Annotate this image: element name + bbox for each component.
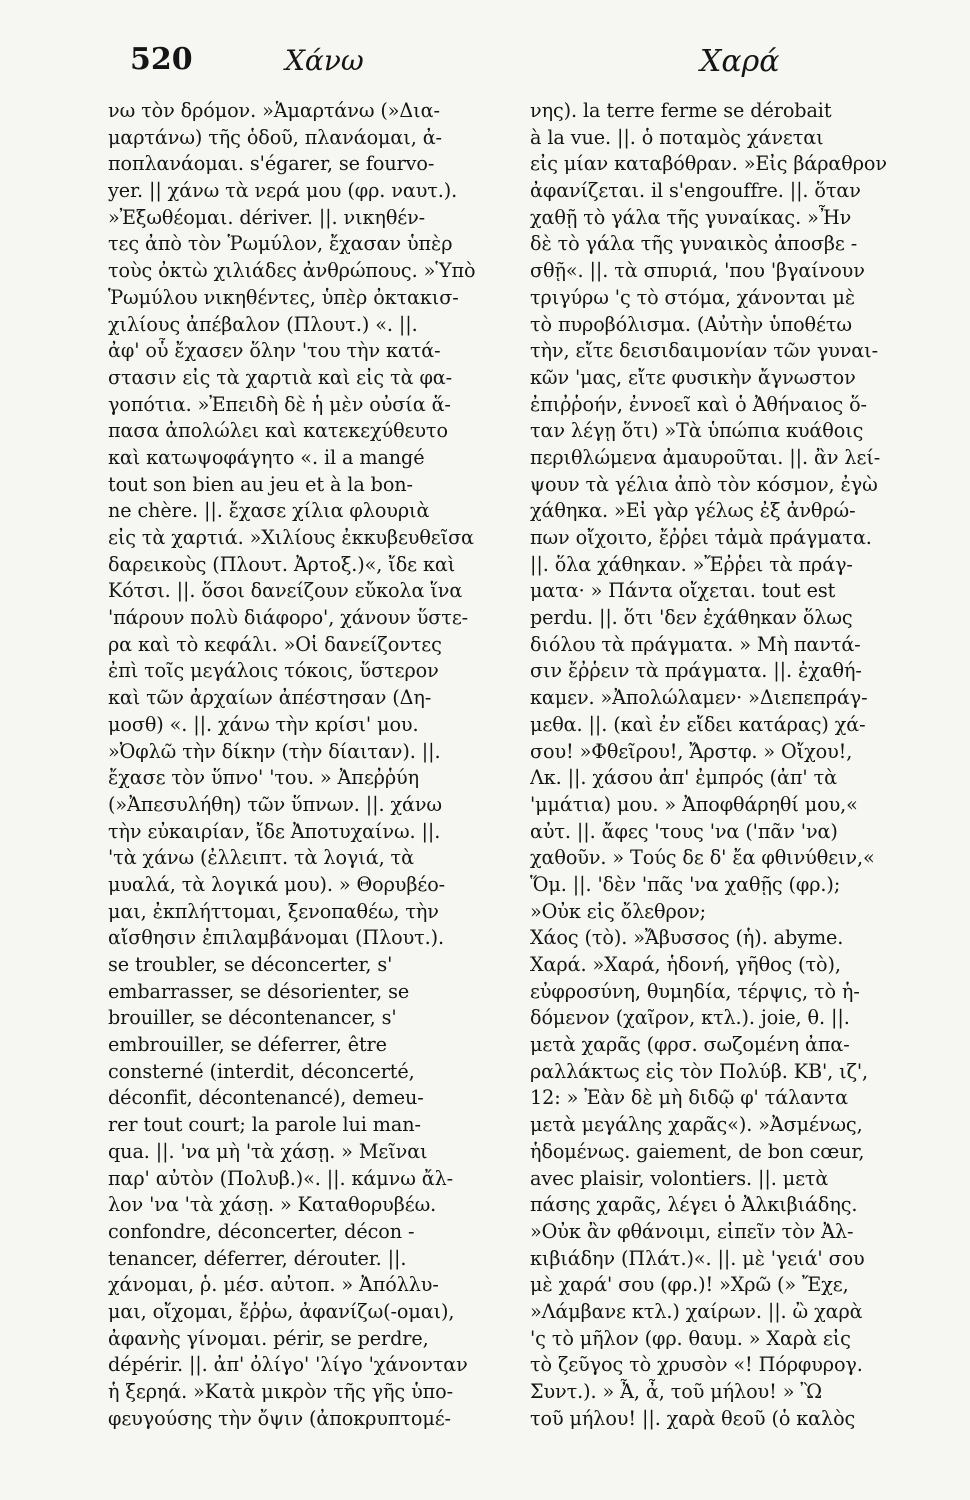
left-running-head: Χάνω	[285, 44, 364, 77]
text-line: καὶ κατωψοφάγητο «. il a mangé	[108, 445, 425, 469]
text-line: χάνομαι, ῥ. μέσ. αὐτοπ. » Ἀπόλλυ-	[108, 1273, 439, 1297]
text-line: παρ' αὐτὸν (Πολυβ.)«. ||. κάμνω ἄλ-	[108, 1166, 454, 1190]
text-line: σθῇ«. ||. τὰ σπυριά, 'που 'βγαίνουν	[530, 259, 865, 283]
text-line: πάσης χαρᾶς, λέγει ὁ Ἀλκιβιάδης.	[530, 1193, 858, 1217]
text-line: embarrasser, se désorienter, se	[108, 979, 410, 1003]
text-line: »Ἐξωθέομαι. dériver. ||. νικηθέν-	[108, 205, 426, 229]
text-line: δαρεικοὺς (Πλουτ. Ἀρτοξ.)«, ἴδε καὶ	[108, 552, 456, 576]
text-line: εὐφροσύνη, θυμηδία, τέρψις, τὸ ἡ-	[530, 979, 860, 1003]
text-line: τριγύρω 'ς τὸ στόμα, χάνονται μὲ	[530, 285, 856, 309]
text-line: tout son bien au jeu et à la bon-	[108, 472, 413, 496]
text-line: γοπότια. »Ἐπειδὴ δὲ ἡ μὲν οὐσία ἅ-	[108, 392, 451, 416]
text-line: yer. || χάνω τὰ νερά μου (φρ. ναυτ.).	[108, 179, 458, 203]
text-line: φευγούσης τὴν ὄψιν (ἀποκρυπτομέ-	[108, 1406, 451, 1430]
text-line: ||. ὅλα χάθηκαν. »Ἔῤῥει τὰ πράγ-	[530, 552, 853, 576]
text-line: μετὰ χαρᾶς (φρσ. σωζομένη ἀπα-	[530, 1033, 850, 1057]
text-line: χάθηκα. »Εἰ γὰρ γέλως ἐξ ἀνθρώ-	[530, 499, 856, 523]
text-line: 'τὰ χάνω (ἐλλειπτ. τὰ λογιά, τὰ	[108, 846, 414, 870]
text-line: ἐπιῤῥοήν, ἐννοεῖ καὶ ὁ Ἀθήναιος ὅ-	[530, 392, 867, 416]
text-line: νης). la terre ferme se dérobait	[530, 99, 832, 122]
text-line: χαθῇ τὸ γάλα τῆς γυναίκας. »Ἦν	[530, 205, 852, 229]
text-line: δὲ τὸ γάλα τῆς γυναικὸς ἀποσβε -	[530, 232, 858, 256]
text-line: 'μμάτια) μου. » Ἀποφθάρηθί μου,«	[530, 792, 858, 816]
text-line: ψουν τὰ γέλια ἀπὸ τὸν κόσμον, ἐγὼ	[530, 472, 878, 496]
text-line: διόλου τὰ πράγματα. » Μὴ παντά-	[530, 632, 861, 656]
text-line: 'πάρουν πολὺ διάφορο', χάνουν ὕστε-	[108, 606, 469, 630]
text-line: ἀφανὴς γίνομαι. périr, se perdre,	[108, 1326, 429, 1350]
text-line: λον 'να 'τὰ χάσῃ. » Καταθορυβέω.	[108, 1193, 437, 1217]
text-line: τὴν εὐκαιρίαν, ἴδε Ἀποτυχαίνω. ||.	[108, 819, 441, 843]
text-line: ἡ ξερηά. »Κατὰ μικρὸν τῆς γῆς ὑπο-	[108, 1380, 453, 1403]
text-line: (»Ἀπεσυλήθη) τῶν ὕπνων. ||. χάνω	[108, 792, 442, 816]
text-line: δόμενον (χαῖρον, κτλ.). joie, θ. ||.	[530, 1006, 850, 1030]
text-line: se troubler, se déconcerter, s'	[108, 953, 393, 976]
text-line: ἔχασε τὸν ὕπνο' 'του. » Ἀπεῤῥύη	[108, 766, 419, 790]
text-line: καὶ τῶν ἀρχαίων ἀπέστησαν (Δη-	[108, 686, 432, 710]
text-line: Συντ.). » Ἆ, ἆ, τοῦ μήλου! » Ὢ	[530, 1380, 822, 1403]
right-column	[530, 98, 940, 1432]
text-line: déconfit, décontenancé), demeu-	[108, 1086, 424, 1110]
text-line: rer tout court; la parole lui man-	[108, 1113, 421, 1137]
text-line: εἰς τὰ χαρτιά. »Χιλίους ἐκκυβευθεῖσα	[108, 526, 474, 549]
page-header	[0, 42, 970, 92]
text-line: αἴσθησιν ἐπιλαμβάνομαι (Πλουτ.).	[108, 926, 445, 950]
text-line: ραλλάκτως εἰς τὸν Πολύβ. ΚΒ', ιζ',	[530, 1059, 869, 1083]
text-line: »Οὐκ εἰς ὄλεθρον;	[530, 899, 707, 923]
text-line: πασα ἀπολώλει καὶ κατεκεχύθευτο	[108, 419, 448, 443]
text-line: περιθλώμενα ἀμαυροῦται. ||. ἂν λεί-	[530, 445, 881, 469]
text-line: κιβιάδην (Πλάτ.)«. ||. μὲ 'γειά' σου	[530, 1246, 865, 1270]
text-line: à la vue. ||. ὁ ποταμὸς χάνεται	[530, 125, 824, 149]
left-column	[108, 98, 508, 1432]
text-line: σου! »Φθεῖρου!, Ἄρστφ. » Οἴχου!,	[530, 739, 853, 763]
text-line: στασιν εἰς τὰ χαρτιὰ καὶ εἰς τὰ φα-	[108, 365, 453, 389]
text-line: χιλίους ἀπέβαλον (Πλουτ.) «. ||.	[108, 312, 418, 336]
text-line: brouiller, se décontenancer, s'	[108, 1006, 397, 1030]
text-line: νω τὸν δρόμον. »Ἁμαρτάνω (»Δια-	[108, 99, 440, 122]
text-line: consterné (interdit, déconcerté,	[108, 1059, 415, 1083]
text-line: κῶν 'μας, εἴτε φυσικὴν ἄγνωστον	[530, 365, 856, 389]
text-line: χαθοῦν. » Τούς δε δ' ἔα φθινύθειν,«	[530, 846, 875, 870]
text-line: confondre, déconcerter, décon -	[108, 1219, 415, 1243]
text-line: τὸ ζεῦγος τὸ χρυσὸν «! Πόρφυρογ.	[530, 1353, 863, 1377]
text-line: μὲ χαρά' σου (φρ.)! »Χρῶ (» Ἔχε,	[530, 1273, 849, 1297]
text-line: »Ὀφλῶ τὴν δίκην (τὴν δίαιταν). ||.	[108, 739, 441, 763]
text-line: ἀφ' οὗ ἔχασεν ὅλην 'του τὴν κατά-	[108, 339, 441, 363]
text-line: μαρτάνω) τῆς ὁδοῦ, πλανάομαι, ἀ-	[108, 125, 442, 149]
text-line: 12: » Ἐὰν δὲ μὴ διδῷ φ' τάλαντα	[530, 1086, 848, 1110]
text-line: Ῥωμύλου νικηθέντες, ὑπὲρ ὀκτακισ-	[108, 285, 459, 309]
text-line: μοσθ) «. ||. χάνω τὴν κρίσι' μου.	[108, 712, 419, 736]
text-line: μετὰ μεγάλης χαρᾶς«). »Ἀσμένως,	[530, 1113, 863, 1137]
text-line: μυαλά, τὰ λογικά μου). » Θορυβέο-	[108, 872, 446, 896]
text-line: τες ἀπὸ τὸν Ῥωμύλον, ἔχασαν ὑπὲρ	[108, 232, 453, 256]
text-line: ἀφανίζεται. il s'engouffre. ||. ὅταν	[530, 179, 861, 203]
text-line: »Οὐκ ἂν φθάνοιμι, εἰπεῖν τὸν Ἀλ-	[530, 1219, 854, 1243]
text-line: μαι, οἴχομαι, ἔῤῥω, ἀφανίζω(-ομαι),	[108, 1299, 455, 1323]
text-line: τοὺς ὀκτὼ χιλιάδες ἀνθρώπους. »Ὑπὸ	[108, 259, 476, 283]
text-line: αὐτ. ||. ἄφες 'τους 'να ('πᾶν 'να)	[530, 819, 838, 843]
text-line: ἡδομένως. gaiement, de bon cœur,	[530, 1139, 865, 1163]
text-line: »Λάμβανε κτλ.) χαίρων. ||. ὢ χαρὰ	[530, 1299, 863, 1323]
text-line: ταν λέγῃ ὅτι) »Τὰ ὑπώπια κυάθοις	[530, 419, 864, 443]
text-line: τοῦ μήλου! ||. χαρὰ θεοῦ (ὁ καλὸς	[530, 1406, 856, 1430]
text-line: σιν ἔῤῥειν τὰ πράγματα. ||. ἐχαθή-	[530, 659, 862, 683]
text-line: Λκ. ||. χάσου ἀπ' ἐμπρός (ἀπ' τὰ	[530, 766, 837, 790]
text-line: 'ς τὸ μῆλον (φρ. θαυμ. » Χαρὰ εἰς	[530, 1326, 851, 1350]
text-line: ne chère. ||. ἔχασε χίλια φλουριὰ	[108, 499, 430, 523]
text-line: perdu. ||. ὅτι 'δεν ἐχάθηκαν ὅλως	[530, 606, 853, 630]
text-line: εἰς μίαν καταβόθραν. »Εἰς βάραθρον	[530, 152, 887, 176]
text-line: Χαρά. »Χαρά, ἡδονή, γῆθος (τὸ),	[530, 953, 841, 976]
text-line: avec plaisir, volontiers. ||. μετὰ	[530, 1166, 829, 1190]
right-running-head: Χαρά	[700, 44, 780, 79]
text-line: embrouiller, se déferrer, être	[108, 1033, 387, 1057]
text-line: μεθα. ||. (καὶ ἐν εἴδει κατάρας) χά-	[530, 712, 866, 736]
text-line: πων οἴχοιτο, ἔῤῥει τἀμὰ πράγματα.	[530, 526, 872, 549]
text-line: τὴν, εἴτε δεισιδαιμονίαν τῶν γυναι-	[530, 339, 878, 363]
text-line: tenancer, déferrer, dérouter. ||.	[108, 1246, 407, 1270]
text-line: τὸ πυροβόλισμα. (Αὐτὴν ὑποθέτω	[530, 312, 852, 336]
text-line: Χάος (τὸ). »Ἄβυσσος (ἡ). abyme.	[530, 926, 844, 950]
text-line: ρα καὶ τὸ κεφάλι. »Οἱ δανείζοντες	[108, 632, 442, 656]
text-line: ματα· » Πάντα οἴχεται. tout est	[530, 579, 836, 603]
text-line: Κότσι. ||. ὅσοι δανείζουν εὔκολα ἵνα	[108, 579, 463, 603]
text-line: μαι, ἐκπλήττομαι, ξενοπαθέω, τὴν	[108, 899, 439, 923]
page-number: 520	[130, 42, 193, 77]
text-line: ἐπὶ τοῖς μεγάλοις τόκοις, ὕστερον	[108, 659, 439, 683]
text-line: dépérir. ||. ἀπ' ὀλίγο' 'λίγο 'χάνονταν	[108, 1353, 468, 1377]
text-line: Ὅμ. ||. 'δὲν 'πᾶς 'να χαθῇς (φρ.);	[530, 872, 841, 896]
text-line: qua. ||. 'να μὴ 'τὰ χάσῃ. » Μεῖναι	[108, 1139, 428, 1163]
text-line: ποπλανάομαι. s'égarer, se fourvo-	[108, 152, 435, 176]
text-line: καμεν. »Ἀπολώλαμεν· »Διεπεπράγ-	[530, 686, 868, 710]
